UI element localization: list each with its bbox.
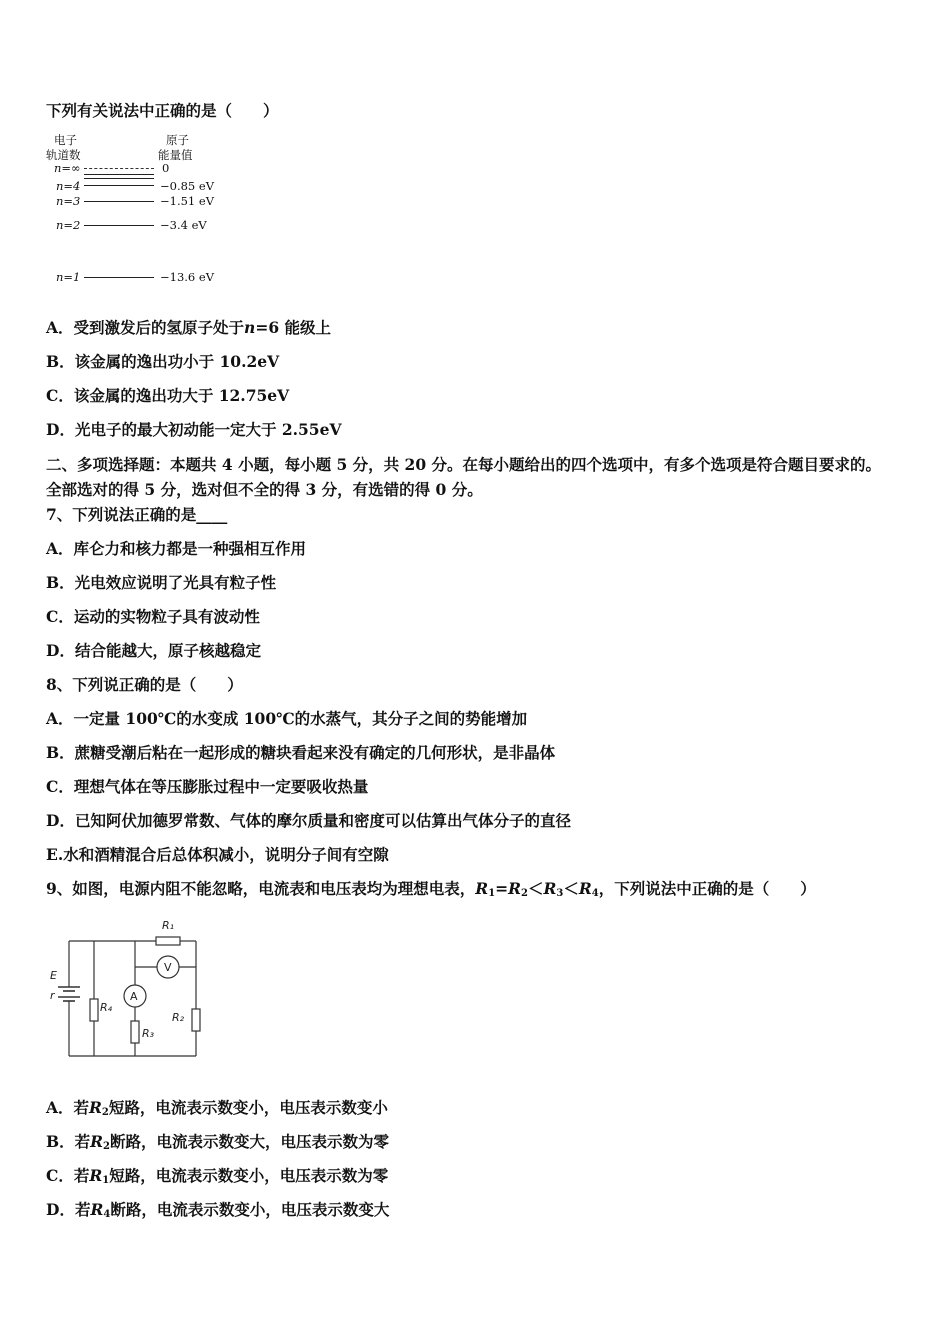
q6-option-a: A．受到激发后的氢原子处于n=6 能级上 [46,318,331,337]
q9-option-d: D．若$R_4$断路，电流表示数变小，电压表示数变大 [46,1200,390,1220]
q7-option-d: D．结合能越大，原子核越稳定 [46,641,261,660]
section2-line1: 二、多项选择题：本题共 4 小题，每小题 5 分，共 20 分。在每小题给出的四个选项中，有多个选项是符合题目要求的。 [46,455,882,474]
q6-option-c: C．该金属的逸出功大于 12.75eV [46,386,290,405]
level-energy-3: −1.51 eV [160,194,215,208]
label-a: A [130,990,138,1003]
resistor-r1 [156,937,180,945]
label-r1: R₁ [162,919,175,932]
q8-option-d: D．已知阿伏加德罗常数、气体的摩尔质量和密度可以估算出气体分子的直径 [46,811,571,830]
q8-option-e: E.水和酒精混合后总体积减小，说明分子间有空隙 [46,845,389,864]
label-r4: R₄ [100,1001,113,1014]
label-v: V [164,961,172,974]
resistor-r4 [90,999,98,1021]
q8-option-c: C．理想气体在等压膨胀过程中一定要吸收热量 [46,777,369,796]
section2-line2: 全部选对的得 5 分，选对但不全的得 3 分，有选错的得 0 分。 [46,480,483,499]
level-label-4: n=4 [56,179,81,193]
q6-option-d: D．光电子的最大初动能一定大于 2.55eV [46,420,342,439]
level-line-5 [84,178,154,179]
q8-stem: 8、下列说正确的是（ ） [46,675,243,694]
q9-option-b: B．若$R_2$断路，电流表示数变大，电压表示数为零 [46,1132,389,1152]
q9-option-a: A．若$R_2$短路，电流表示数变小，电压表示数变小 [46,1098,388,1118]
q6-option-b: B．该金属的逸出功小于 10.2eV [46,352,280,371]
level-label-inf: n=∞ [54,161,81,175]
level-energy-1: −13.6 eV [160,270,215,284]
level-line-2 [84,225,154,226]
q8-option-b: B．蔗糖受潮后粘在一起形成的糖块看起来没有确定的几何形状，是非晶体 [46,743,556,762]
circuit-diagram [44,915,214,1065]
energy-level-diagram [44,130,244,290]
label-r3: R₃ [142,1027,155,1040]
diagram-header-left-2: 轨道数 [46,148,81,162]
diagram-header-right-2: 能量值 [158,148,193,162]
q9-option-c: C．若$R_1$短路，电流表示数变小，电压表示数为零 [46,1166,389,1186]
level-label-3: n=3 [56,194,81,208]
q8-option-a: A．一定量 100℃的水变成 100℃的水蒸气，其分子之间的势能增加 [46,709,528,728]
level-energy-inf: 0 [162,161,170,175]
resistor-r2 [192,1009,200,1031]
q9-stem: 9、如图，电源内阻不能忽略，电流表和电压表均为理想电表，$R_1=R_2<R_3<R_4$，下列说法中正确的是（ ） [46,879,816,899]
diagram-header-right-1: 原子 [166,133,189,147]
level-energy-4: −0.85 eV [160,179,215,193]
q7-option-b: B．光电效应说明了光具有粒子性 [46,573,277,592]
q6-stem: 下列有关说法中正确的是（ ） [46,101,279,120]
q7-stem: 7、下列说法正确的是____ [46,505,228,524]
q7-option-c: C．运动的实物粒子具有波动性 [46,607,260,626]
label-e: E [50,969,57,982]
level-label-1: n=1 [56,270,81,284]
diagram-header-left-1: 电子 [54,133,77,147]
level-label-2: n=2 [56,218,81,232]
level-line-1 [84,277,154,278]
label-r2: R₂ [172,1011,185,1024]
level-line-inf [84,168,154,169]
q7-option-a: A．库仑力和核力都是一种强相互作用 [46,539,307,558]
level-line-4 [84,185,154,186]
label-r: r [50,989,55,1002]
resistor-r3 [131,1021,139,1043]
level-line-3 [84,201,154,202]
level-line-6 [84,174,154,175]
level-energy-2: −3.4 eV [160,218,207,232]
